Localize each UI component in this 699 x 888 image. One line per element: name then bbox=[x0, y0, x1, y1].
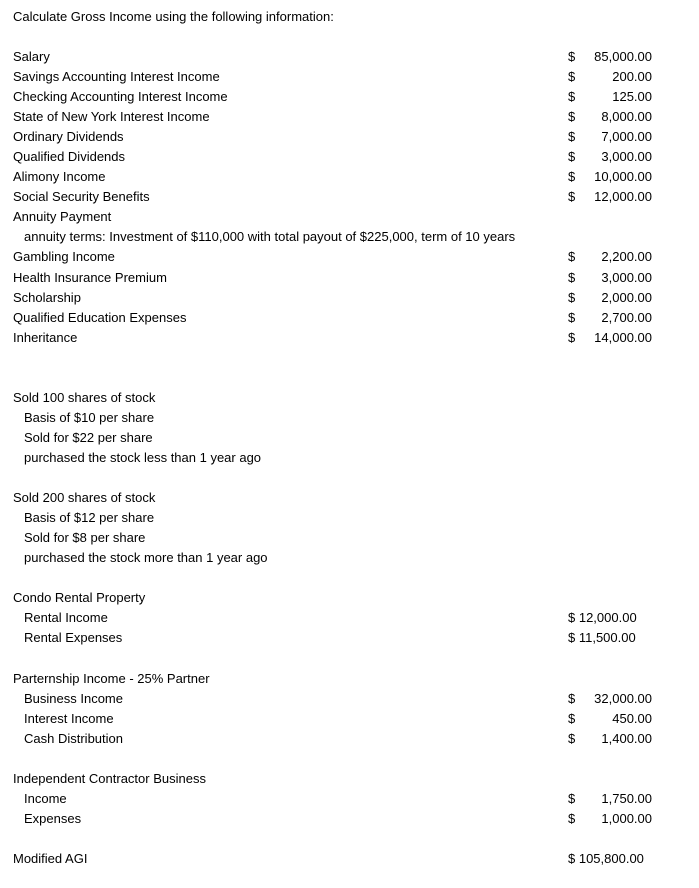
income-row-health-insurance bbox=[0, 268, 699, 288]
partnership-row-interest-income bbox=[0, 709, 699, 729]
dollar-sign: $ bbox=[568, 731, 576, 746]
dollar-sign: $ bbox=[568, 169, 576, 184]
condo-item-amount bbox=[568, 608, 652, 628]
stock-sale-2-heading-row bbox=[0, 488, 699, 508]
dollar-sign: $ bbox=[568, 149, 576, 164]
amount-value: 10,000.00 bbox=[594, 169, 652, 184]
income-label: Ordinary Dividends bbox=[13, 129, 124, 144]
income-label: Gambling Income bbox=[13, 249, 115, 264]
contractor-item-label: Income bbox=[24, 791, 67, 806]
income-amount bbox=[568, 268, 652, 288]
condo-heading: Condo Rental Property bbox=[13, 590, 146, 605]
dollar-sign: $ bbox=[568, 290, 576, 305]
dollar-sign: $ bbox=[568, 109, 576, 124]
income-row-inheritance bbox=[0, 328, 699, 348]
amount-value: 200.00 bbox=[612, 69, 652, 84]
amount-value: 7,000.00 bbox=[601, 129, 652, 144]
income-row-alimony bbox=[0, 167, 699, 187]
income-row-qualified-dividends bbox=[0, 147, 699, 167]
income-label: Qualified Dividends bbox=[13, 149, 126, 164]
amount-value: 3,000.00 bbox=[601, 149, 652, 164]
stock-sale-2-detail bbox=[0, 528, 699, 548]
modified-agi-label: Modified AGI bbox=[13, 851, 88, 866]
stock-detail: purchased the stock less than 1 year ago bbox=[24, 450, 262, 465]
income-row-gambling bbox=[0, 247, 699, 267]
stock-sale-1-detail bbox=[0, 408, 699, 428]
dollar-sign: $ bbox=[568, 711, 576, 726]
condo-item-label: Rental Income bbox=[24, 610, 108, 625]
partnership-heading: Parternship Income - 25% Partner bbox=[13, 671, 210, 686]
condo-item-amount bbox=[568, 628, 652, 648]
income-amount bbox=[568, 87, 652, 107]
stock-detail: Basis of $12 per share bbox=[24, 510, 155, 525]
stock-sale-heading: Sold 200 shares of stock bbox=[13, 490, 156, 505]
partnership-item-label: Interest Income bbox=[24, 711, 114, 726]
title-row bbox=[0, 7, 699, 27]
dollar-sign: $ bbox=[568, 270, 576, 285]
dollar-sign: $ bbox=[568, 189, 576, 204]
amount-value: 14,000.00 bbox=[594, 330, 652, 345]
income-row-education-expenses bbox=[0, 308, 699, 328]
amount-value: $ 12,000.00 bbox=[568, 610, 637, 625]
income-amount bbox=[568, 288, 652, 308]
income-amount bbox=[568, 67, 652, 87]
income-label: Checking Accounting Interest Income bbox=[13, 89, 228, 104]
dollar-sign: $ bbox=[568, 249, 576, 264]
amount-value: 2,000.00 bbox=[601, 290, 652, 305]
dollar-sign: $ bbox=[568, 330, 576, 345]
income-row-salary bbox=[0, 47, 699, 67]
dollar-sign: $ bbox=[568, 791, 576, 806]
income-row-ordinary-dividends bbox=[0, 127, 699, 147]
income-label: Inheritance bbox=[13, 330, 78, 345]
annuity-label: Annuity Payment bbox=[13, 209, 112, 224]
amount-value: 8,000.00 bbox=[601, 109, 652, 124]
amount-value: 2,700.00 bbox=[601, 310, 652, 325]
income-row-ny-interest bbox=[0, 107, 699, 127]
income-amount bbox=[568, 47, 652, 67]
income-amount bbox=[568, 247, 652, 267]
dollar-sign: $ bbox=[568, 49, 576, 64]
stock-sale-heading: Sold 100 shares of stock bbox=[13, 390, 156, 405]
annuity-row bbox=[0, 207, 699, 227]
partnership-item-amount bbox=[568, 709, 652, 729]
partnership-item-amount bbox=[568, 729, 652, 749]
income-amount bbox=[568, 187, 652, 207]
contractor-item-label: Expenses bbox=[24, 811, 82, 826]
stock-detail: Sold for $22 per share bbox=[24, 430, 153, 445]
amount-value: 1,000.00 bbox=[601, 811, 652, 826]
stock-sale-2-detail bbox=[0, 548, 699, 568]
income-amount bbox=[568, 107, 652, 127]
modified-agi-row bbox=[0, 849, 699, 869]
amount-value: $ 11,500.00 bbox=[568, 630, 636, 645]
worksheet-title: Calculate Gross Income using the following information: bbox=[13, 9, 334, 24]
partnership-item-label: Cash Distribution bbox=[24, 731, 123, 746]
condo-item-label: Rental Expenses bbox=[24, 630, 123, 645]
amount-value: 3,000.00 bbox=[601, 270, 652, 285]
income-label: Salary bbox=[13, 49, 50, 64]
income-label: Scholarship bbox=[13, 290, 81, 305]
income-row-savings-interest bbox=[0, 67, 699, 87]
amount-value: 85,000.00 bbox=[594, 49, 652, 64]
income-label: Qualified Education Expenses bbox=[13, 310, 187, 325]
income-label: State of New York Interest Income bbox=[13, 109, 210, 124]
annuity-terms: annuity terms: Investment of $110,000 with total payout of $225,000, term of 10 years bbox=[24, 229, 516, 244]
income-row-social-security bbox=[0, 187, 699, 207]
contractor-row-income bbox=[0, 789, 699, 809]
income-amount bbox=[568, 147, 652, 167]
annuity-terms-row bbox=[0, 227, 699, 247]
amount-value: 1,750.00 bbox=[601, 791, 652, 806]
amount-value: 1,400.00 bbox=[601, 731, 652, 746]
income-label: Savings Accounting Interest Income bbox=[13, 69, 220, 84]
stock-sale-1-heading-row bbox=[0, 388, 699, 408]
dollar-sign: $ bbox=[568, 310, 576, 325]
amount-value: 450.00 bbox=[612, 711, 652, 726]
stock-sale-1-detail bbox=[0, 428, 699, 448]
amount-value: $ 105,800.00 bbox=[568, 851, 644, 866]
dollar-sign: $ bbox=[568, 691, 576, 706]
contractor-row-expenses bbox=[0, 809, 699, 829]
condo-heading-row bbox=[0, 588, 699, 608]
stock-detail: Sold for $8 per share bbox=[24, 530, 146, 545]
income-amount bbox=[568, 127, 652, 147]
income-amount bbox=[568, 328, 652, 348]
dollar-sign: $ bbox=[568, 811, 576, 826]
income-label: Social Security Benefits bbox=[13, 189, 150, 204]
dollar-sign: $ bbox=[568, 69, 576, 84]
income-label: Alimony Income bbox=[13, 169, 106, 184]
condo-row-rental-income bbox=[0, 608, 699, 628]
partnership-row-business-income bbox=[0, 689, 699, 709]
condo-row-rental-expenses bbox=[0, 628, 699, 648]
partnership-heading-row bbox=[0, 669, 699, 689]
stock-detail: purchased the stock more than 1 year ago bbox=[24, 550, 268, 565]
amount-value: 12,000.00 bbox=[594, 189, 652, 204]
amount-value: 2,200.00 bbox=[601, 249, 652, 264]
modified-agi-amount bbox=[568, 849, 652, 869]
contractor-item-amount bbox=[568, 809, 652, 829]
partnership-item-amount bbox=[568, 689, 652, 709]
contractor-heading-row bbox=[0, 769, 699, 789]
income-amount bbox=[568, 167, 652, 187]
dollar-sign: $ bbox=[568, 89, 576, 104]
partnership-row-cash-distribution bbox=[0, 729, 699, 749]
stock-sale-2-detail bbox=[0, 508, 699, 528]
amount-value: 32,000.00 bbox=[594, 691, 652, 706]
income-amount bbox=[568, 308, 652, 328]
stock-detail: Basis of $10 per share bbox=[24, 410, 155, 425]
contractor-heading: Independent Contractor Business bbox=[13, 771, 206, 786]
income-row-checking-interest bbox=[0, 87, 699, 107]
dollar-sign: $ bbox=[568, 129, 576, 144]
contractor-item-amount bbox=[568, 789, 652, 809]
income-label: Health Insurance Premium bbox=[13, 270, 167, 285]
partnership-item-label: Business Income bbox=[24, 691, 123, 706]
amount-value: 125.00 bbox=[612, 89, 652, 104]
income-row-scholarship bbox=[0, 288, 699, 308]
stock-sale-1-detail bbox=[0, 448, 699, 468]
